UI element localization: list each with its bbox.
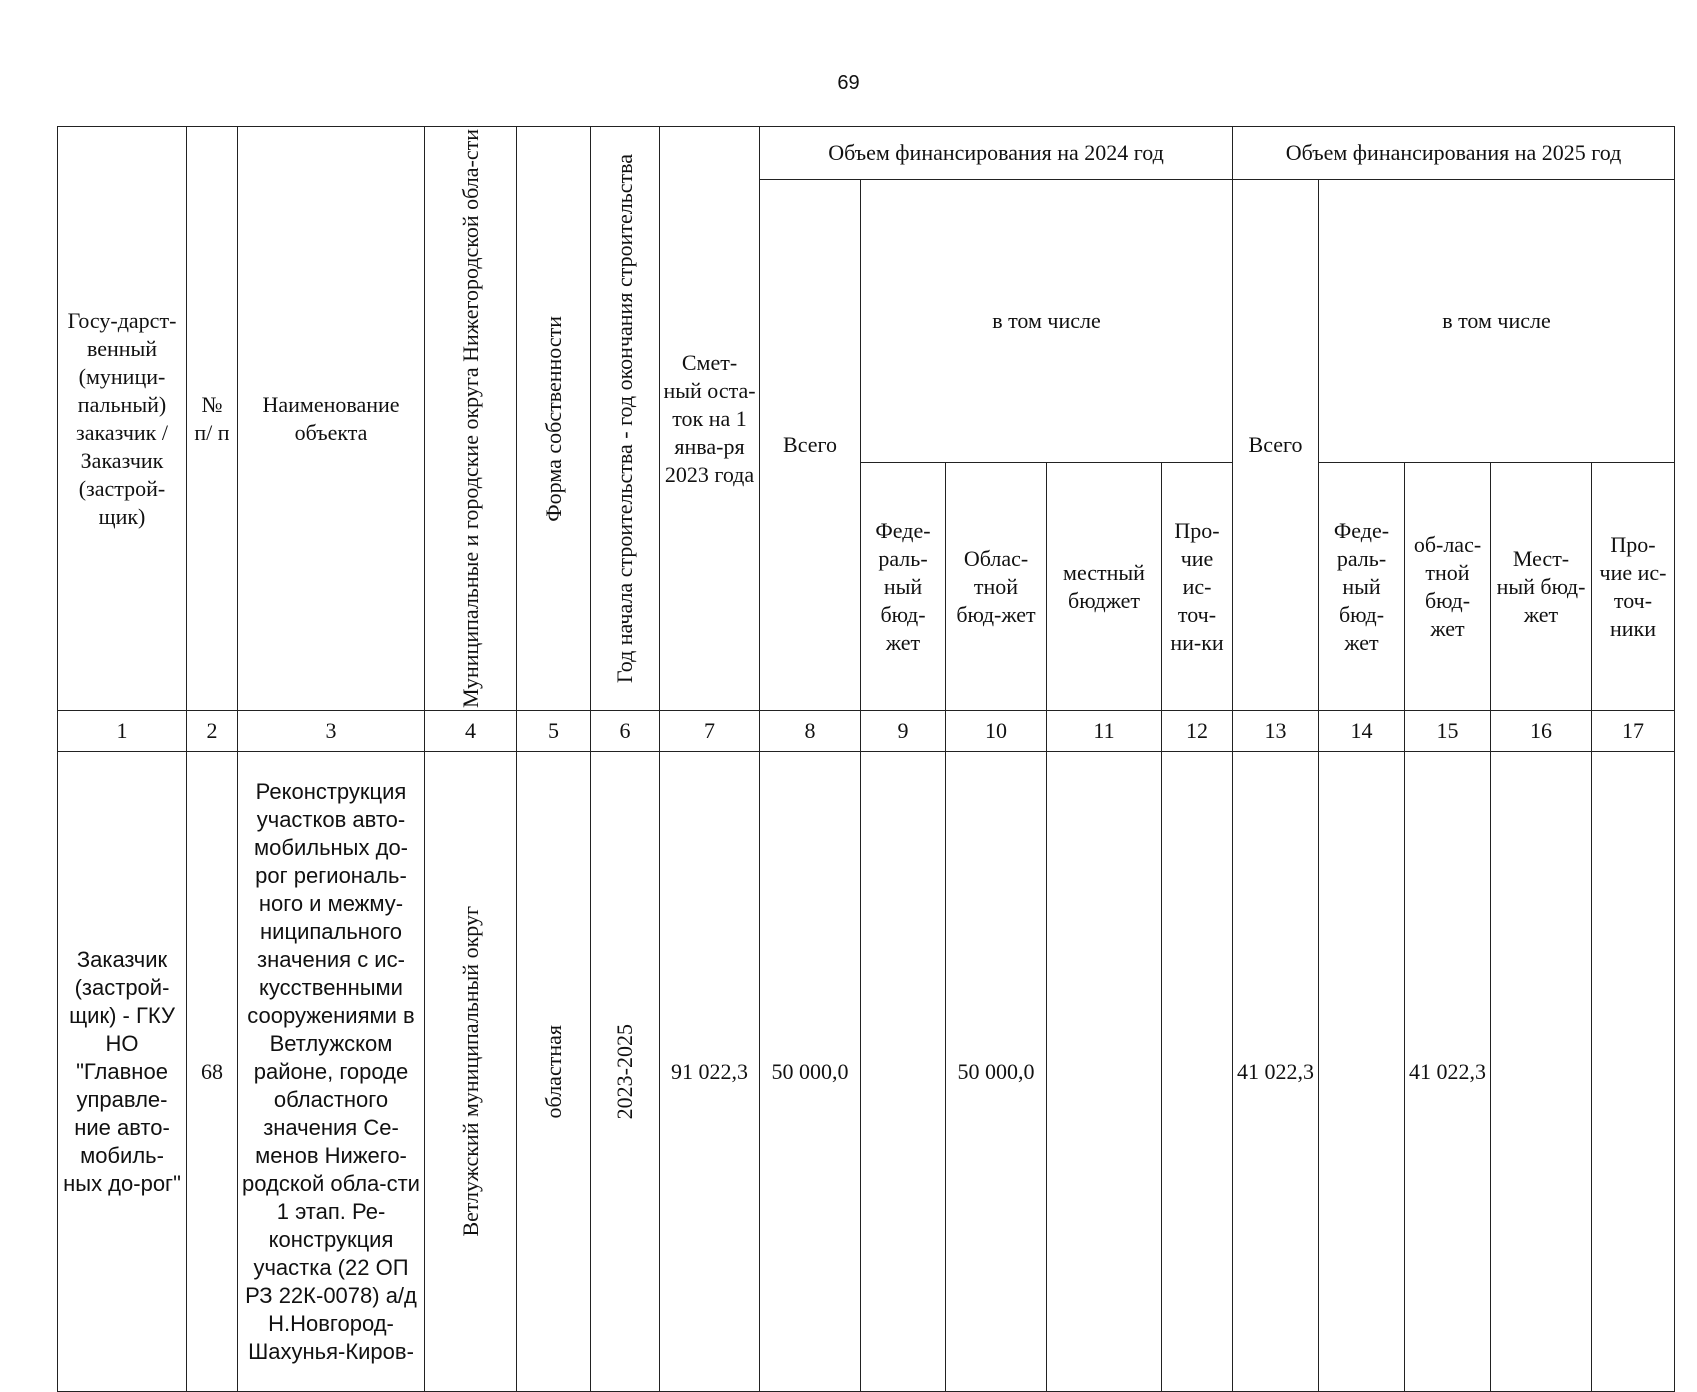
header-total-2024: Всего <box>760 180 861 711</box>
header-customer: Госу-дарст-венный (муници-пальный) заказчик / Заказчик (застрой-щик) <box>58 127 187 711</box>
header-years-text: Год начала строительства - год окончания строительства <box>612 153 637 684</box>
column-number: 11 <box>1047 711 1162 752</box>
header-oth-2024: Про-чие ис-точ-ни-ки <box>1162 463 1233 711</box>
row-loc-2024 <box>1047 752 1162 1392</box>
header-loc-2025: Мест-ный бюд-жет <box>1491 463 1592 711</box>
column-number: 6 <box>591 711 660 752</box>
header-ownership <box>517 127 591 711</box>
row-municipality-text: Ветлужский муниципальный округ <box>457 906 483 1237</box>
column-number: 3 <box>238 711 425 752</box>
page-number: 69 <box>837 72 860 94</box>
table-row <box>58 752 1675 1392</box>
header-loc-2024: местный бюджет <box>1047 463 1162 711</box>
header-row-groups <box>58 127 1675 180</box>
column-number: 14 <box>1319 711 1405 752</box>
header-group-2025: Объем финансирования на 2025 год <box>1233 127 1675 180</box>
row-balance: 91 022,3 <box>660 752 760 1392</box>
row-fed-2025 <box>1319 752 1405 1392</box>
header-reg-2024: Облас-тной бюд-жет <box>946 463 1047 711</box>
column-number: 2 <box>187 711 238 752</box>
header-balance: Смет-ный оста-ток на 1 янва-ря 2023 года <box>660 127 760 711</box>
row-fed-2024 <box>861 752 946 1392</box>
row-customer: Заказчик (застрой-щик) - ГКУ НО "Главное управле-ние авто-мобиль-ных до-рог" <box>58 752 187 1392</box>
header-oth-2025: Про-чие ис-точ-ники <box>1592 463 1675 711</box>
column-number: 7 <box>660 711 760 752</box>
header-municipality-text: Муниципальные и городские округа Нижегородской обла-сти <box>457 129 483 709</box>
row-ownership-text: областная <box>540 1024 566 1119</box>
row-reg-2024: 50 000,0 <box>946 752 1047 1392</box>
column-number: 16 <box>1491 711 1592 752</box>
column-number-row <box>58 711 1675 752</box>
header-reg-2025: об-лас-тной бюд-жет <box>1405 463 1491 711</box>
row-number: 68 <box>187 752 238 1392</box>
column-number: 5 <box>517 711 591 752</box>
row-loc-2025 <box>1491 752 1592 1392</box>
row-municipality <box>425 752 517 1392</box>
header-fed-2024: Феде-раль-ный бюд-жет <box>861 463 946 711</box>
column-number: 1 <box>58 711 187 752</box>
header-object-name: Наименование объекта <box>238 127 425 711</box>
row-reg-2025: 41 022,3 <box>1405 752 1491 1392</box>
column-number: 8 <box>760 711 861 752</box>
row-years <box>591 752 660 1392</box>
header-fed-2025: Феде-раль-ный бюд-жет <box>1319 463 1405 711</box>
row-ownership <box>517 752 591 1392</box>
header-total-2025: Всего <box>1233 180 1319 711</box>
financing-table <box>57 126 1675 1392</box>
header-ownership-text: Форма собственности <box>540 315 566 522</box>
header-including-2024: в том числе <box>861 180 1233 463</box>
row-years-text: 2023-2025 <box>612 1023 637 1120</box>
column-number: 10 <box>946 711 1047 752</box>
row-oth-2024 <box>1162 752 1233 1392</box>
column-number: 15 <box>1405 711 1491 752</box>
header-municipality <box>425 127 517 711</box>
header-years <box>591 127 660 711</box>
header-group-2024: Объем финансирования на 2024 год <box>760 127 1233 180</box>
header-number: № п/ п <box>187 127 238 711</box>
row-oth-2025 <box>1592 752 1675 1392</box>
column-number: 4 <box>425 711 517 752</box>
row-total-2024: 50 000,0 <box>760 752 861 1392</box>
column-number: 12 <box>1162 711 1233 752</box>
column-number: 13 <box>1233 711 1319 752</box>
column-number: 9 <box>861 711 946 752</box>
row-total-2025: 41 022,3 <box>1233 752 1319 1392</box>
column-number: 17 <box>1592 711 1675 752</box>
row-object-name: Реконструкция участков авто-мобильных до-рог региональ-ного и межму-ниципального значения с ис-кусственными сооружениями в Ветлужском районе, городе областного значения Се-менов Нижего-родской обла-сти 1 этап. Ре-конструкция участка (22 ОП РЗ 22К-0078) а/д Н.Новгород-Шахунья-Киров- <box>238 752 425 1392</box>
header-including-2025: в том числе <box>1319 180 1675 463</box>
